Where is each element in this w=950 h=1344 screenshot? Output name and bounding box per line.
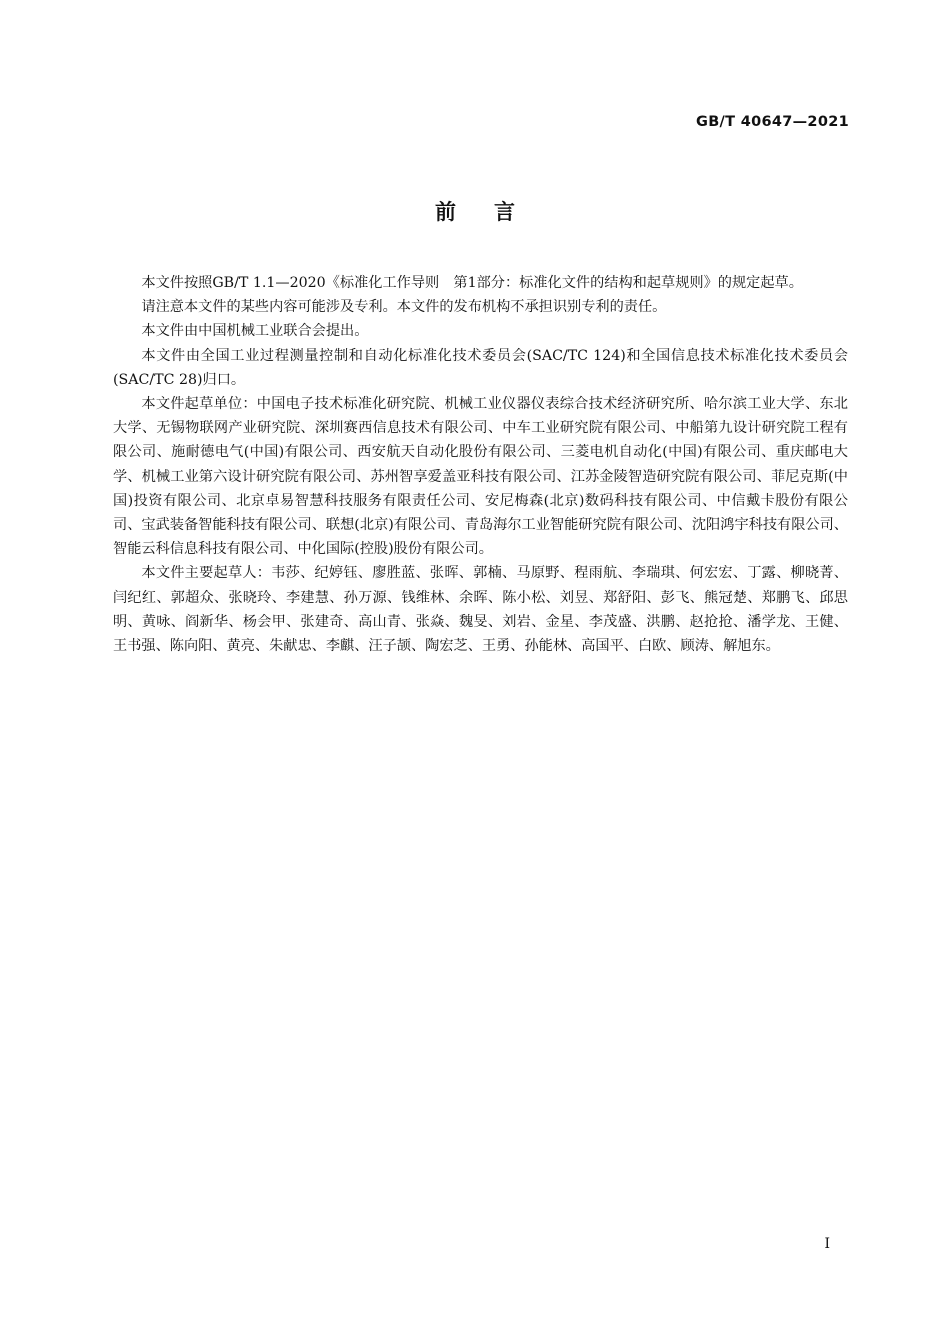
document-body bbox=[113, 271, 848, 658]
page-title: 前言 bbox=[435, 200, 553, 224]
paragraph-administration: 本文件由全国工业过程测量控制和自动化标准化技术委员会(SAC/TC 124)和全国信息技术标准化技术委员会(SAC/TC 28)归口。 bbox=[113, 347, 848, 388]
paragraph-drafting-units: 本文件起草单位：中国电子技术标准化研究院、机械工业仪器仪表综合技术经济研究所、哈尔滨工业大学、东北大学、无锡物联网产业研究院、深圳赛西信息技术有限公司、中车工业研究院有限公司、中船第九设计研究院工程有限公司、施耐德电气(中国)有限公司、西安航天自动化股份有限公司、三菱电机自动化(中国)有限公司、重庆邮电大学、机械工业第六设计研究院有限公司、苏州智享爱盖亚科技有限公司、江苏金陵智造研究院有限公司、菲尼克斯(中国)投资有限公司、北京卓易智慧科技服务有限责任公司、安尼梅森(北京)数码科技有限公司、中信戴卡股份有限公司、宝武装备智能科技有限公司、联想(北京)有限公司、青岛海尔工业智能研究院有限公司、沈阳鸿宇科技有限公司、智能云科信息科技有限公司、中化国际(控股)股份有限公司。 bbox=[113, 396, 848, 558]
standard-number: GB/T 40647—2021 bbox=[696, 114, 849, 130]
paragraph-proposer: 本文件由中国机械工业联合会提出。 bbox=[141, 323, 369, 340]
paragraph-drafters: 本文件主要起草人：韦莎、纪婷钰、廖胜蓝、张晖、郭楠、马原野、程雨航、李瑞琪、何宏宏、丁露、柳晓菁、闫纪红、郭超众、张晓玲、李建慧、孙万源、钱维林、余晖、陈小松、刘昱、郑舒阳、彭飞、熊冠楚、郑鹏飞、邱思明、黄咏、阎新华、杨会甲、张建奇、高山青、张焱、魏旻、刘岩、金星、李茂盛、洪鹏、赵抢抢、潘学龙、王健、王书强、陈向阳、黄亮、朱献忠、李麒、汪子颉、陶宏芝、王勇、孙能林、高国平、白欧、顾涛、解旭东。 bbox=[113, 565, 848, 655]
paragraph-drafting-rules: 本文件按照GB/T 1.1—2020《标准化工作导则 第1部分：标准化文件的结构和起草规则》的规定起草。 bbox=[141, 275, 803, 291]
page-number: I bbox=[824, 1236, 830, 1252]
paragraph-patent-notice: 请注意本文件的某些内容可能涉及专利。本文件的发布机构不承担识别专利的责任。 bbox=[141, 299, 667, 316]
